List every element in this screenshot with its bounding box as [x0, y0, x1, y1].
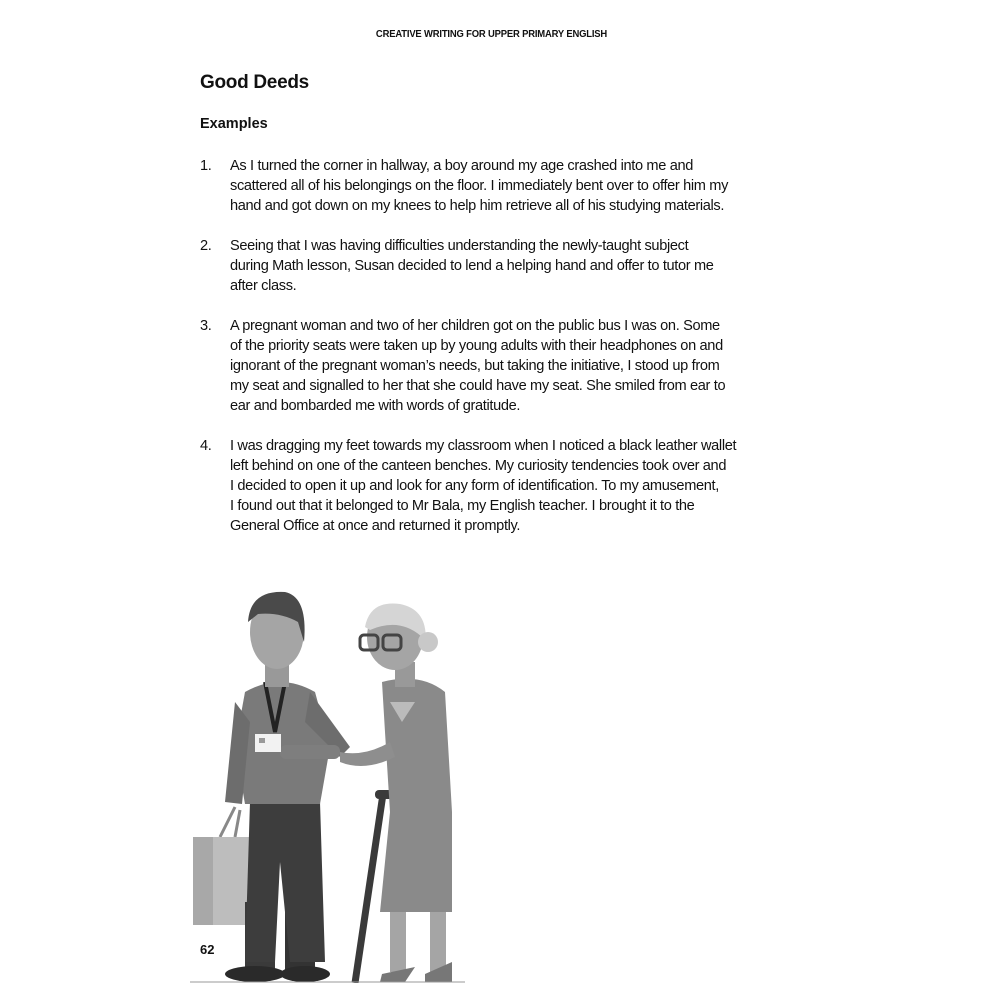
item-text-line: left behind on one of the canteen benches. My curiosity tendencies took over and: [230, 458, 727, 474]
item-text-line: Seeing that I was having difficulties understanding the newly-taught subject: [230, 238, 689, 254]
item-text-line: ignorant of the pregnant woman’s needs, but taking the initiative, I stood up from: [230, 358, 720, 374]
item-text-line: scattered all of his belongings on the floor. I immediately bent over to offer him my: [230, 178, 729, 194]
list-item: [200, 156, 790, 216]
item-text-line: I found out that it belonged to Mr Bala, my English teacher. I brought it to the: [230, 498, 695, 514]
item-text-line: I was dragging my feet towards my classroom when I noticed a black leather wallet: [230, 438, 737, 454]
walking-cane: [355, 794, 383, 983]
item-text-line: General Office at once and returned it promptly.: [230, 518, 521, 534]
item-number: 4.: [200, 438, 212, 454]
item-text-line: of the priority seats were taken up by young adults with their headphones on and: [230, 338, 723, 354]
illustration-helping-elderly-woman: [190, 582, 480, 983]
elderly-woman-figure: [340, 603, 452, 982]
item-text-line: my seat and signalled to her that she could have my seat. She smiled from ear to: [230, 378, 726, 394]
item-number: 1.: [200, 158, 212, 174]
item-text-line: As I turned the corner in hallway, a boy around my age crashed into me and: [230, 158, 693, 174]
examples-list: [200, 156, 790, 556]
item-text-line: hand and got down on my knees to help him retrieve all of his studying materials.: [230, 198, 725, 214]
item-text-line: during Math lesson, Susan decided to lend a helping hand and offer to tutor me: [230, 258, 714, 274]
item-number: 2.: [200, 238, 212, 254]
list-item: [200, 236, 790, 296]
item-text-line: A pregnant woman and two of her children got on the public bus I was on. Some: [230, 318, 720, 334]
item-number: 3.: [200, 318, 212, 334]
running-header: CREATIVE WRITING FOR UPPER PRIMARY ENGLISH: [375, 28, 608, 40]
list-item: [200, 316, 790, 416]
section-subtitle: Examples: [200, 116, 268, 132]
list-item: [200, 436, 790, 536]
item-text-line: I decided to open it up and look for any form of identification. To my amusement,: [230, 478, 719, 494]
page-title: Good Deeds: [200, 72, 309, 93]
page-number: 62: [200, 942, 215, 957]
item-text-line: after class.: [230, 278, 297, 294]
item-text-line: ear and bombarded me with words of gratitude.: [230, 398, 521, 414]
